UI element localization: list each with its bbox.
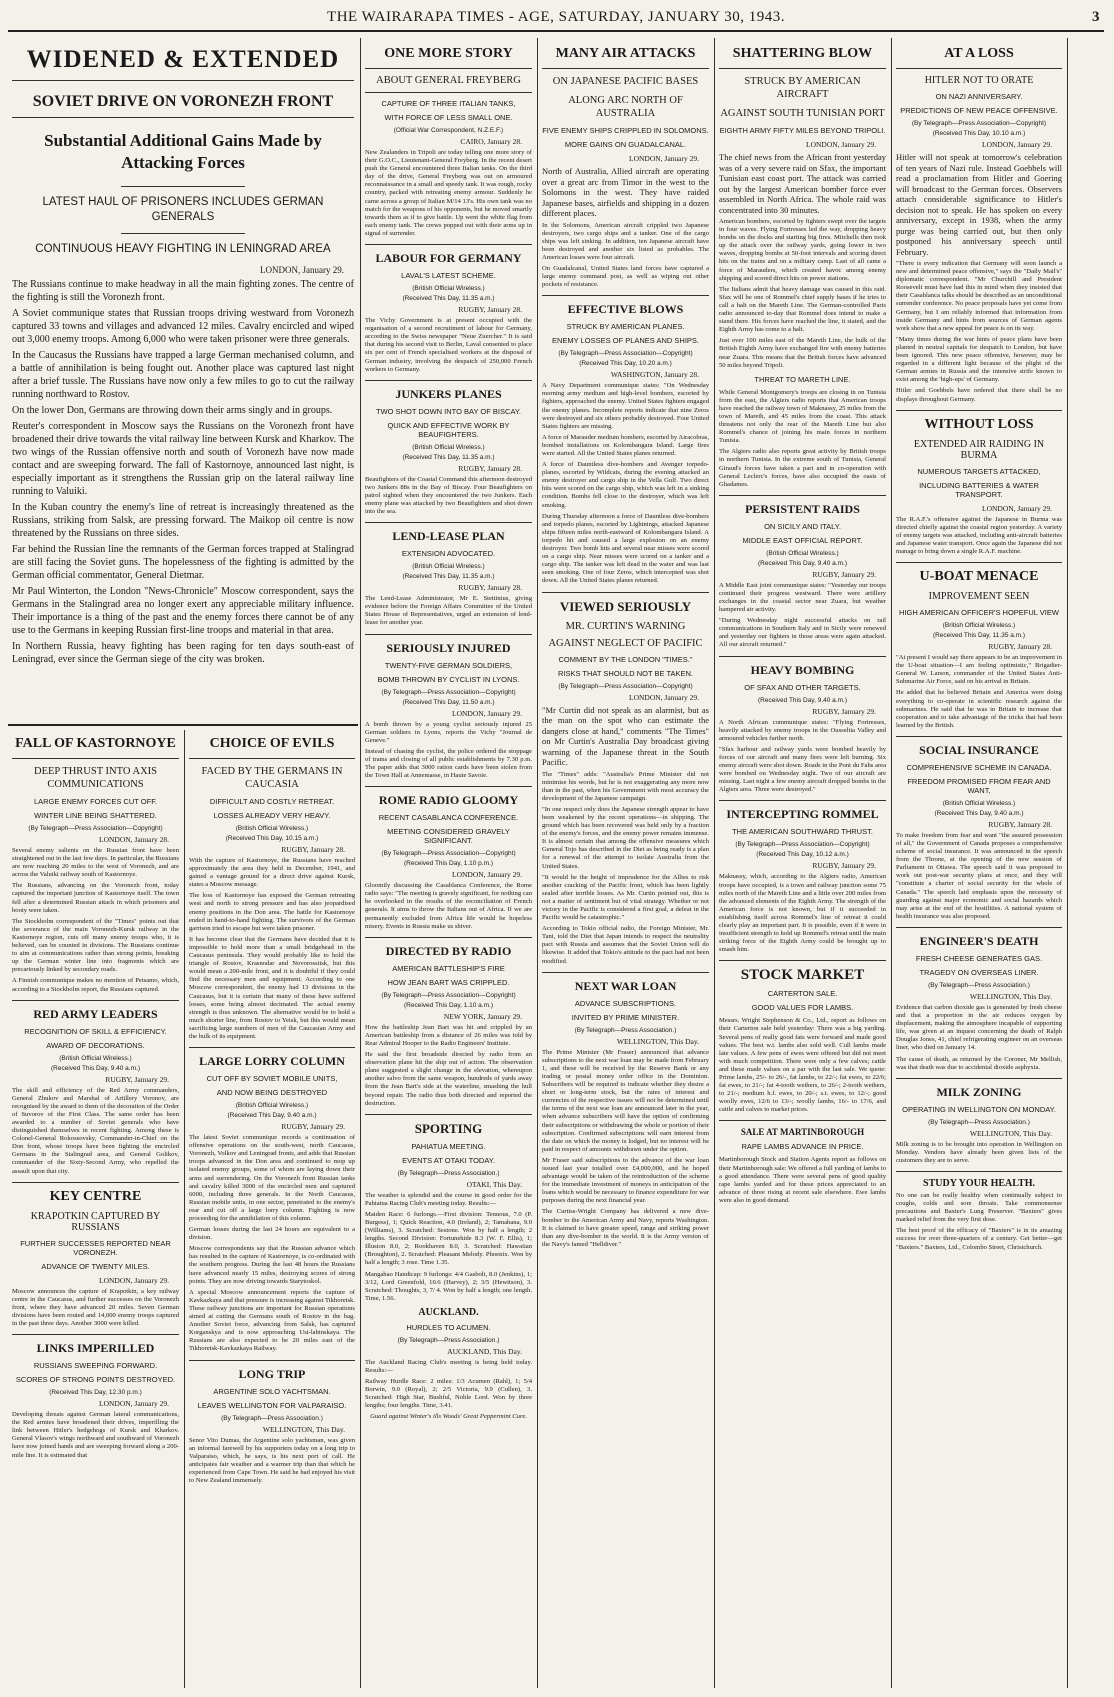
- story-deck-1: CAPTURE OF THREE ITALIAN TANKS,: [381, 99, 516, 108]
- martinborough-deck-1: RAPE LAMBS ADVANCE IN PRICE.: [741, 1142, 864, 1152]
- shattering-para-4: Just over 100 miles east of the Mareth Line, the bulk of the British Eighth Army have exchanged fire with enemy batteries near Zuara. This means that the British forces have advanced 50 miles beyond Tripoli.: [719, 337, 886, 369]
- war-loan-deck-1: ADVANCE SUBSCRIPTIONS.: [574, 998, 677, 1008]
- kastornoye-headline: FALL OF KASTORNOYE: [15, 736, 176, 751]
- engineer-deck-2: TRAGEDY ON OVERSEAS LINER.: [919, 967, 1039, 977]
- sporting-headline: SPORTING: [414, 1120, 483, 1136]
- choice-deck-1: DIFFICULT AND COSTLY RETREAT.: [209, 797, 335, 806]
- martinborough-headline: SALE AT MARTINBOROUGH: [740, 1127, 865, 1138]
- story-para-1: New Zealanders in Tripoli are today telling one more story of their G.O.C., Lieutenant-General Freyberg. In the recent desert push the General encountered three Italian tanks. On the third day of the drive, General Freyberg was out on armoured reconnaissance in a small and speedy tank. It was rough, rocky country, packed with retreating enemy armour. Suddenly he came across a group of Italian M/14 13's. His own tank was no match for the weapons of his opponents, but he moved smartly towards them as if to give battle. Up went the white flag from each enemy tank. The crews popped out with their arms up in signal of surrender.: [365, 149, 532, 237]
- story-credit: (Official War Correspondent, N.Z.E.F.): [393, 127, 504, 134]
- kastornoye-deck-1: LARGE ENEMY FORCES CUT OFF.: [33, 797, 158, 806]
- red-army-deck-2: AWARD OF DECORATIONS.: [46, 1040, 145, 1050]
- kastornoye-para-2: The Russians, advancing on the Voronezh front, today captured the important junction of Kastornoye itself. The town fell after a determined Russian attack in which prisoners and booty were taken.: [12, 882, 179, 914]
- air-attacks-dateline: LONDON, January 29.: [629, 154, 699, 163]
- rome-radio-credit: (By Telegraph—Press Association—Copyright): [381, 850, 516, 858]
- persistent-credit: (British Official Wireless.): [766, 549, 839, 557]
- choice-subhead: FACED BY THE GERMANS IN CAUCASIA: [201, 766, 343, 790]
- lead-para-8: Mr Paul Winterton, the London "News-Chronicle" Moscow correspondent, says the Germans in the Stalingrad area no longer exert any appreciable military influence. Their importance is a thing of the past and the enemy forces there cannot be of any use to the Germans in keeping Russian first-line troops and material in that area.: [12, 586, 354, 636]
- lend-lease-deck-1: EXTENSION ADVOCATED.: [401, 549, 496, 559]
- choice-received: (Received This Day, 10.15 a.m.): [225, 835, 319, 842]
- viewed-subhead-1: MR. CURTIN'S WARNING: [565, 620, 686, 632]
- choice-headline: CHOICE OF EVILS: [209, 736, 335, 751]
- air-attacks-para-3: On Guadalcanal, United States land forces have captured a large enemy command post, as well as wiping out other pockets of resistance.: [542, 264, 709, 289]
- junkers-para-1: Beaufighters of the Coastal Command this afternoon destroyed two Junkers 88s in the Bay of Biscay. Four Beaufighters on patrol sighted when they encountered the two Junkers. Each enemy plane was attacked by two Beaufighters and shot down into the sea.: [365, 475, 532, 516]
- radio-headline: DIRECTED BY RADIO: [385, 943, 512, 958]
- long-trip-credit: (By Telegraph—Press Association.): [221, 1414, 323, 1422]
- stock-market-deck-2: GOOD VALUES FOR LAMBS.: [751, 1003, 854, 1013]
- lend-lease-received: (Received This Day, 11.35 a.m.): [402, 573, 495, 581]
- links-dateline: LONDON, January 29.: [99, 1399, 169, 1409]
- lead-deck: Substantial Additional Gains Made by Attacking Forces: [44, 131, 322, 172]
- lorry-para-1: The latest Soviet communique records a continuation of offensive operations on the south-west, north Caucasus, Voronezh, Volkov and Leningrad fronts, and adds that Russian troops advanced in the Don area and continued to mop up isolated enemy groups, some of whom are laying down their arms and surrendering. On the Voronezh front Russian tanks and cavalry killed 3000 of the encircled men and captured 6000, including three generals. In the North Caucasus, Russian mobile units, in one sector, penetrated to the enemy's rear and cut off a large lorry column. Fighting is now proceeding for the annihilation of this column.: [189, 1134, 355, 1222]
- air-attacks-para-1: North of Australia, Allied aircraft are operating over a great arc from Timor in the west to the Solomons in the west. They have raided Japanese bases, airfields and shipping in a dozen different places.: [542, 166, 709, 218]
- red-army-received: (Received This Day, 9.40 a.m.): [51, 1064, 140, 1072]
- shattering-para-5: While General Montgomery's troops are closing in on Tunisia from the east, the Algiers radio reports that American troops have reached the railway town of Maknassy, 25 miles from the town of Mareth, and 45 miles from the coast. This attack threatens not only the rear of the Mareth Line but also Rommel's chance of joining his main forces in northern Tunisia.: [719, 388, 886, 445]
- rommel-para-1: Maknassy, which, according to the Algiers radio, American troops have occupied, is a town and railway junction some 75 miles north of the Mareth Line and a little over 200 miles from the advanced elements of the Eighth Army. The strength of the American force is not known, but if it succeeded in establishing itself across Rommel's line of retreat it could clearly play an important part. It is possible, even if it were in insufficient strength to hold up Rommel's retreat until the main striking force of the Eighth Army could be brought up to smash him.: [719, 873, 886, 954]
- lead-para-2: A Soviet communique states that Russian troops driving westward from Voronezh captured 33 towns and villages and advanced 12 miles. Cavalry encircled and wiped out 3,000 enemy troops. Among 6,000 who were taken prisoner were three generals.: [12, 308, 354, 345]
- persistent-dateline: RUGBY, January 29.: [812, 569, 876, 579]
- u-boat-dateline: RUGBY, January 28.: [988, 642, 1052, 652]
- war-loan-credit: (By Telegraph—Press Association.): [574, 1026, 677, 1034]
- auckland-para-1: The Auckland Racing Club's meeting is being held today. Results:—: [365, 1358, 532, 1374]
- column-3: [361, 38, 536, 1688]
- milk-zoning-credit: (By Telegraph—Press Association.): [928, 1118, 1030, 1126]
- column-7: [1068, 38, 1076, 1688]
- air-attacks-headline: MANY AIR ATTACKS: [555, 46, 696, 61]
- junkers-deck-1: TWO SHOT DOWN INTO BAY OF BISCAY.: [375, 406, 522, 416]
- shattering-crosshead: THREAT TO MARETH LINE.: [754, 374, 851, 384]
- lead-article: [8, 38, 358, 720]
- without-loss-headline: WITHOUT LOSS: [924, 416, 1034, 432]
- auckland-deck-1: HURDLES TO ACUMEN.: [406, 1322, 491, 1332]
- kastornoye-para-1: Several enemy salients on the Russian front have been straightened out in the last few days. In particular, the Russians are now reaching 20 miles to the west of Voronezh, and are across the Valuiki railway south of Kastornoye.: [12, 847, 179, 879]
- column-4: [538, 38, 713, 1688]
- shattering-subhead-2: AGAINST SOUTH TUNISIAN PORT: [720, 108, 885, 119]
- effective-credit: (By Telegraph—Press Association—Copyright): [558, 350, 693, 358]
- masthead-title: THE WAIRARAPA TIMES - AGE, SATURDAY, JANUARY 30, 1943.: [327, 9, 785, 25]
- labour-credit: (British Official Wireless.): [412, 285, 485, 293]
- at-a-loss-para-4: Hitler and Goebbels have ordered that there shall be no displays throughout Germany.: [896, 387, 1062, 403]
- sporting-para-1: The weather is splendid and the course in good order for the Pahiatua Racing Club's meeting today. Results:—: [365, 1191, 532, 1207]
- lorry-dateline: RUGBY, January 29.: [281, 1122, 345, 1132]
- heavy-bombing-dateline: RUGBY, January 29.: [812, 706, 876, 716]
- choice-credit: (British Official Wireless.): [235, 825, 309, 832]
- page-number: 3: [1092, 9, 1100, 25]
- persistent-deck-2: MIDDLE EAST OFFICIAL REPORT.: [742, 535, 863, 545]
- lorry-para-2: German losses during the last 24 hours are equivalent to a division.: [189, 1226, 355, 1242]
- effective-headline: EFFECTIVE BLOWS: [567, 302, 684, 317]
- lend-lease-headline: LEND-LEASE PLAN: [392, 529, 505, 544]
- without-loss-dateline: LONDON, January 29.: [982, 503, 1052, 513]
- junkers-received: (Received This Day, 11.35 a.m.): [402, 453, 495, 461]
- effective-para-1: A Navy Department communique states: "On Wednesday morning army medium and high-level bombers, escorted by fighters, approached the enemy. United States fighters engaged the enemy planes. Incomplete reports indicate that nine Zeros were destroyed and six others probably destroyed. Four United States fighters are missing.: [542, 382, 709, 430]
- links-received: (Received This Day, 12.30 p.m.): [49, 1389, 142, 1397]
- key-centre-subhead: KRAPOTKIN CAPTURED BY RUSSIANS: [30, 1210, 161, 1233]
- social-insurance-dateline: RUGBY, January 28.: [988, 819, 1052, 829]
- at-a-loss-para-3: "Many times during the war hints of peace plans have been planted in neutral capitals for despatch to London, but have been ignored. This new peace offensive, however, may be regarded in a different light because of the plight of the German armies in Russia and the intensive strife known to exist among the 'high-ups' of Germany.: [896, 335, 1062, 384]
- milk-zoning-para-1: Milk zoning is to be brought into operation in Wellington on Monday. Vendors have already been given lists of the customers they are to serve.: [896, 1140, 1062, 1164]
- u-boat-headline: U-BOAT MENACE: [919, 569, 1039, 585]
- social-insurance-deck-1: COMPREHENSIVE SCHEME IN CANADA.: [906, 762, 1052, 772]
- lead-para-6: In the Kuban country the enemy's line of retreat is increasingly threatened as the Russians, striking from Salsk, are pressing forward. The Maikop oil centre is now threatened by the Russians on three sides.: [12, 502, 354, 539]
- long-trip-deck-2: LEAVES WELLINGTON FOR VALPARAISO.: [197, 1400, 347, 1410]
- lend-lease-para-1: The Lend-Lease Administrator, Mr E. Stettinius, giving evidence before the Foreign Affairs Committee of the United States House of Representatives, urged an extension of lend-lease for another year.: [365, 595, 532, 627]
- engineer-para-1: Evidence that carbon dioxide gas is generated by fresh cheese and that a proportion in the air reduces oxygen by displacement, making the atmosphere incapable of supporting life, was given at an inquest concerning the death of Ralph Douglas Jones, 41, chief refrigerating engineer on an overseas liner, who died on January 14.: [896, 1003, 1062, 1052]
- persistent-para-1: A Middle East joint communique states: "Yesterday our troops continued their progress westward. There were artillery exchanges in the coastal sector near Zuara, but weather hampered air activity.: [719, 581, 886, 614]
- milk-zoning-headline: MILK ZONING: [936, 1084, 1022, 1099]
- air-attacks-subhead-1: ON JAPANESE PACIFIC BASES: [552, 76, 699, 87]
- links-headline: LINKS IMPERILLED: [36, 1341, 155, 1356]
- rome-radio-para-1: Gloomily discussing the Casablanca Conference, the Rome radio says: "The meeting is gravely significant, for nothing can be overlooked in the results of the reconciliation of French generals. It aims to throw the Italians out of Africa. If we are permanently excluded from Africa life would be hopeless misery. Events in Russia make us shiver.: [365, 882, 532, 930]
- social-insurance-para-1: To make freedom from fear and want "the assured possession of all," the Government of Canada proposes a comprehensive scheme of social insurance. It was announced in the speech from the Throne, at the opening of the new session of Parliament in Ottawa. The speech said it was proposed to work out post-war security plans at once, and they will "constitute a charter of social security for the whole of Canada." The speech laid emphasis upon the necessity of guarding against major economic and social hazards which may arise at the end of the hostilities. A national system of health insurance was also proposed.: [896, 831, 1062, 920]
- viewed-dateline: LONDON, January 29.: [629, 692, 699, 702]
- viewed-para-5: According to Tokio official radio, the Foreign Minister, Mr. Tani, told the Diet that Japan intends to respect the neutrality pact with Russia and assumes that the Soviet Union will do likewise. It added that Tokio's attitude to the pact had not been modified.: [542, 925, 709, 965]
- social-insurance-headline: SOCIAL INSURANCE: [919, 742, 1039, 757]
- junkers-headline: JUNKERS PLANES: [395, 386, 502, 401]
- at-a-loss-deck-1: ON NAZI ANNIVERSARY.: [935, 92, 1023, 101]
- sporting-para-2: Maiden Race: 6 furlongs.—First division: Tenuous, 7.0 (P. Burgess), 1; Quick Reaction, 4.0 (Ireland), 2; Tamahana, 9.0 (Williams), 3. Scratched: Sestone. Won by half a length; 2 lengths. Second Division: Fortunehide 8.3 (W. F. Ellis), 1; Illusion 8.0, 2; Rookhaven 8.0, 3. Scratched: Hawaiian (Broughton), 2. Scratched: Pleasant Melody. Phoenix. Won by half a length; 3 rose. Time 1.35.: [365, 1210, 532, 1267]
- seriously-deck-1: TWENTY-FIVE GERMAN SOLDIERS,: [384, 660, 513, 670]
- kastornoye-dateline: LONDON, January 28.: [99, 835, 169, 844]
- air-attacks-deck-2: MORE GAINS ON GUADALCANAL.: [564, 140, 687, 149]
- war-loan-dateline: WELLINGTON, This Day.: [616, 1036, 699, 1046]
- peppermint-ad: Guard against Winter's ills Woods' Great Peppermint Cure.: [370, 1413, 527, 1421]
- u-boat-subhead: IMPROVEMENT SEEN: [928, 591, 1030, 603]
- lorry-received: (Received This Day, 9.40 a.m.): [227, 1112, 317, 1120]
- column-2-lower: [185, 730, 359, 1688]
- war-loan-headline: NEXT WAR LOAN: [574, 978, 677, 993]
- radio-deck-2: HOW JEAN BART WAS CRIPPLED.: [387, 977, 510, 987]
- without-loss-subhead: EXTENDED AIR RAIDING IN BURMA: [913, 438, 1045, 461]
- without-loss-para-1: The R.A.F.'s offensive against the Japanese in Burma was directed chiefly against the coastal region yesterday. A variety of enemy targets was attacked, including anti-aircraft batteries and Japanese water transport. Once again the Japanese did not manage to bring down a single R.A.F. machine.: [896, 515, 1062, 555]
- viewed-credit: (By Telegraph—Press Association—Copyright): [558, 682, 693, 690]
- stock-market-deck-1: CARTERTON SALE.: [767, 989, 838, 999]
- story-headline: ONE MORE STORY: [384, 46, 513, 61]
- long-trip-para-1: Senor Vito Dumas, the Argentine solo yachtsman, was given an informal farewell by his supporters today on a long trip to Valparaiso, which, he says, is his next port of call. He anticipates fair weather and a warmer trip than that which he experienced from Cape Town. He said he had enjoyed his visit to New Zealand immensely.: [189, 1436, 355, 1484]
- persistent-headline: PERSISTENT RAIDS: [745, 501, 860, 516]
- war-loan-para-2: Mr Fraser said subscriptions to the advance of the war loan issued last year totalled over £4,000,000, and he hoped advantage would be taken of the reintroduction of the scheme for the immediate investment of moneys in anticipation of the loans which would be necessary to finance expenditure for war purposes during the next financial year.: [542, 1156, 709, 1205]
- air-attacks-subhead-2: ALONG ARC NORTH OF AUSTRALIA: [568, 95, 683, 119]
- column-6-content: [892, 38, 1066, 1688]
- lorry-para-3: Moscow correspondents say that the Russian advance which has resulted in the capture of Kastornoye, is co-ordinated with the southern progress. During the last 48 hours the Russians have advanced nearly 15 miles, destroying scores of strong points. They are now driving towards Starytoskol.: [189, 1245, 355, 1285]
- lead-para-5: Reuter's correspondent in Moscow says the Russians on the Voronezh front have broadened their drive towards the vital railway line between Kursk and Kharkov. The two wings of the Russian offensive north and south of Voronezh have now made contact and are sweeping forward. The fall of Kastornoye, announced last night, is especially important as it strengthens the Russian grip on the lateral railway line running to Valuiki.: [12, 421, 354, 497]
- viewed-deck-1: COMMENT BY THE LONDON "TIMES.": [558, 654, 693, 664]
- shattering-headline: SHATTERING BLOW: [732, 46, 873, 61]
- air-attacks-deck-1: FIVE ENEMY SHIPS CRIPPLED IN SOLOMONS.: [542, 126, 709, 135]
- stock-market-headline: STOCK MARKET: [740, 967, 865, 984]
- key-centre-deck-1: FURTHER SUCCESSES REPORTED NEAR VORONEZH.: [20, 1238, 171, 1257]
- rommel-headline: INTERCEPTING ROMMEL: [726, 807, 879, 822]
- story-deck-2: WITH FORCE OF LESS SMALL ONE.: [384, 113, 513, 122]
- at-a-loss-dateline: LONDON, January 29.: [982, 140, 1052, 149]
- u-boat-para-1: "At present I would say there appears to be an improvement in the U-boat situation—I am feeling optimistic," Brigadier-General W. Larson, commander of the United States Anti-Submarine Air Force, said on his arrival in Britain.: [896, 654, 1062, 686]
- column-5: [715, 38, 890, 1688]
- choice-dateline: RUGBY, January 28.: [281, 845, 345, 854]
- column-1-lower: [8, 730, 183, 1688]
- war-loan-deck-2: INVITED BY PRIME MINISTER.: [571, 1012, 680, 1022]
- labour-dateline: RUGBY, January 28.: [458, 305, 522, 315]
- effective-received: (Received This Day, 10.20 a.m.): [579, 360, 672, 368]
- radio-dateline: NEW YORK, January 29.: [443, 1011, 522, 1021]
- seriously-received: (Received This Day, 11.50 a.m.): [402, 698, 495, 706]
- heavy-bombing-para-1: A North African communique states: "Flying Fortresses, heavily attacked by enemy troops in the Ousseltia Valley and armoured vehicles further north.: [719, 718, 886, 742]
- junkers-credit: (British Official Wireless.): [412, 443, 485, 451]
- key-centre-headline: KEY CENTRE: [49, 1188, 142, 1204]
- lead-sub-1: LATEST HAUL OF PRISONERS INCLUDES GERMAN GENERALS: [42, 196, 324, 223]
- viewed-deck-2: RISKS THAT SHOULD NOT BE TAKEN.: [557, 668, 694, 678]
- social-insurance-deck-2: FREEDOM PROMISED FROM FEAR AND WANT,: [907, 776, 1051, 795]
- effective-dateline: WASHINGTON, January 28.: [610, 370, 699, 380]
- lead-subheadline: SOVIET DRIVE ON VORONEZH FRONT: [32, 93, 334, 110]
- milk-zoning-deck-1: OPERATING IN WELLINGTON ON MONDAY.: [902, 1104, 1056, 1114]
- red-army-headline: RED ARMY LEADERS: [33, 1006, 158, 1021]
- heavy-bombing-received: (Received This Day, 9.40 a.m.): [758, 696, 847, 704]
- auckland-credit: (By Telegraph—Press Association.): [397, 1336, 500, 1344]
- kastornoye-subhead: DEEP THRUST INTO AXIS COMMUNICATIONS: [33, 766, 157, 790]
- u-boat-credit: (British Official Wireless.): [942, 622, 1016, 630]
- heavy-bombing-para-2: "Sfax harbour and railway yards were bombed heavily by forces of our aircraft and many fires were left burning. Six enemy aircraft were shot down. Roads in the Pont du Fahs area were bombed on Wednesday night. Two of our aircraft are missing. Last night a few enemy aircraft dropped bombs in the Algiers area. Three were destroyed.": [719, 745, 886, 794]
- at-a-loss-para-2: "There is every indication that Germany will soon launch a new and determined peace offensive," says the "Daily Mail's" diplomatic correspondent. "Mr Churchill and President Roosevelt must have had this in mind when they insisted that their Casablanca talks should be described as an unconditional surrender conference. No peace proposals have yet come from Germany, but I am reliably informed that information from inside Germany and hints from sources of German agents work show that a new appeal for peace is on its way.: [896, 260, 1062, 332]
- newspaper-page: [8, 4, 1104, 1692]
- effective-para-3: A force of Dauntless dive-bombers and Avenger torpedo-planes, escorted by Wildcats, during the evening attacked an enemy destroyer and cargo ship in the Vella Gulf. Two direct hits were scored on the cargo ship, which was left in a sinking condition. Bombs fell close to the destroyer, which was left smoking.: [542, 461, 709, 509]
- red-army-dateline: RUGBY, January 29.: [105, 1074, 169, 1084]
- at-a-loss-received: (Received This Day, 10.10 a.m.): [932, 130, 1026, 137]
- social-insurance-credit: (British Official Wireless.): [942, 799, 1016, 807]
- lead-para-4: On the lower Don, Germans are throwing down their arms singly and in groups.: [12, 405, 333, 416]
- seriously-headline: SERIOUSLY INJURED: [386, 640, 511, 655]
- viewed-para-1: "Mr Curtin did not speak as an alarmist, but as the man on the spot who can estimate the dangers close at hand," comments "The Times" on Mr Curtin's Australia Day broadcast giving warning of the Japanese threat in the South Pacific.: [542, 704, 709, 767]
- radio-para-2: He said the first broadside directed by radio from an observation plane hit the ship out of action. The observation plane suggested a slight change in the elevation, whereupon another salvo from the same weapon, hundreds of yards away from the Jean Bart's side at the waterline, smashing the hull beyond repair. The radio thus both directed and reported the destruction.: [365, 1051, 532, 1107]
- seriously-credit: (By Telegraph—Press Association—Copyright): [381, 688, 516, 696]
- at-a-loss-subhead: HITLER NOT TO ORATE: [924, 75, 1034, 86]
- viewed-subhead-2: AGAINST NEGLECT OF PACIFIC: [548, 637, 703, 649]
- lorry-credit: (British Official Wireless.): [235, 1102, 309, 1110]
- shattering-para-2: American bombers, escorted by fighters swept over the targets in four waves. Flying Fortresses led the way, dropping heavy bombs on the docks and starting big fires. Mitchells then took up the attack over the railway yards, going lower in two waves, dropping bombs at 50-foot intervals and scoring direct hits on the trains and on a military camp. Last of all came a force of Marauders, which created havoc among enemy shipping and scored direct hits on power stations.: [719, 218, 886, 282]
- long-trip-dateline: WELLINGTON, This Day.: [262, 1424, 345, 1434]
- heavy-bombing-deck-1: OF SFAX AND OTHER TARGETS.: [744, 682, 861, 692]
- shattering-para-6: The Algiers radio also reports great activity by British troops in northern Tunisia. In the extreme south of Tunisia, General Giraud's forces have taken a part and in co-operation with General Leclerc's forces, have also occupied the oasis of Ghadames.: [719, 448, 886, 488]
- lead-para-1: The Russians continue to make headway in all the main fighting zones. The centre of the fighting is still the Voronezh front.: [12, 279, 354, 303]
- seriously-para-2: Instead of chasing the cyclist, the police ordered the stoppage of trams and closing of all public establishments by 7.30 p.m. The paper adds that 3000 ration cards have been stolen from the Town Hall at Annemasse, in Haute Savoie.: [365, 747, 532, 780]
- kastornoye-para-4: A Finnish communique makes no mention of Petsamo, which, according to a Stockholm report, the Russians captured.: [12, 977, 179, 993]
- lead-dateline: LONDON, January 29.: [260, 265, 344, 275]
- red-army-para-1: The skill and efficiency of the Red Army commanders, General Zhukov and Marshal of Artillery Voronov, are recognised by the award to them of the decoration of the Order of Suvorov of the First Class. The same order has been awarded to a number of Soviet generals who have distinguished themselves in recent fighting. Among these is Colonel-General Rokossovsky, Commander-in-Chief on the Don front, whose troops have been fighting the encircled Germans in the Stalingrad area, and General Golikov, commander of the Sixty-Second Army, who repelled the assault upon that city.: [12, 1086, 179, 1175]
- effective-para-2: A force of Marauder medium bombers, escorted by Airacobras, bombed installations on Kolombangara Island. Large fires were started. All the United States planes returned.: [542, 433, 709, 457]
- lead-para-9: In Northern Russia, heavy fighting has been raging for ten days south-east of Leningrad, ever since the German siege of the city was broken.: [12, 641, 354, 665]
- story-dateline: CAIRO, January 28.: [460, 137, 522, 146]
- without-loss-deck-1: NUMEROUS TARGETS ATTACKED,: [917, 466, 1041, 476]
- rome-radio-headline: ROME RADIO GLOOMY: [378, 793, 519, 808]
- u-boat-received: (Received This Day, 11.35 a.m.): [932, 632, 1026, 640]
- shattering-deck-1: EIGHTH ARMY FIFTY MILES BEYOND TRIPOLI.: [719, 126, 886, 135]
- study-health-para-2: The best proof of the efficacy of "Baxters" is in its amazing success for over three-quarters of a century. Get better—get "Baxters." Baxters, Ltd., Colombo Street, Christchurch.: [896, 1227, 1062, 1251]
- at-a-loss-para-1: Hitler will not speak at tomorrow's celebration of ten years of Nazi rule. Instead Goebbels will read a proclamation from Hitler and Goering will broadcast to the German forces. Observers attach considerable significance to Hitler's decision not to speak. He has spoken on every anniversary, except in 1938, when the army purge was being carried out, but then only postponed his anniversary speech until February.: [896, 152, 1062, 257]
- engineer-credit: (By Telegraph—Press Association.): [928, 981, 1030, 989]
- sporting-dateline: OTAKI, This Day.: [466, 1179, 522, 1189]
- viewed-para-2: The "Times" adds: "Australia's Prime Minister did not minimise his words, but he is not exaggerating any more now than in the past, when his Government with most accuracy the development of the Japanese campaign.: [542, 770, 709, 802]
- seriously-dateline: LONDON, January 29.: [452, 708, 522, 718]
- rome-radio-deck-1: RECENT CASABLANCA CONFERENCE.: [378, 813, 519, 823]
- viewed-headline: VIEWED SERIOUSLY: [559, 598, 692, 614]
- at-a-loss-credit: (By Telegraph—Press Association—Copyright): [911, 120, 1047, 127]
- links-para-1: Developing threats against German lateral communications, the Red armies have broadened their drives, imperilling the link between Hitler's hedgehogs of Kursk and Kharkov. General Vlasov's wings northward and southward of Voronezh have now joined hands and are sweeping forward along a 200-mile line. It is estimated that: [12, 1411, 179, 1459]
- kastornoye-credit: (By Telegraph—Press Association—Copyright): [28, 825, 163, 832]
- auckland-para-2: Railway Hurdle Race: 2 miles: 1/3 Acumen (Rahl), 1; 5/4 Borwin, 9.0 (Royal), 2; 2/5 Victoria, 9.9 (Cullen), 3. Scratched: High Star, Bushful, Noble Lord. Won by three lengths; four lengths. Time, 3.41.: [365, 1378, 532, 1410]
- study-health-para-1: No one can be really healthy when continually subject to coughs, colds and sore throats. Take commonsense precautions and Baxter's Lung Preserver. "Baxters" gives marked relief from the very first dose.: [896, 1191, 1062, 1224]
- key-centre-dateline: LONDON, January 29.: [99, 1275, 169, 1285]
- seriously-deck-2: BOMB THROWN BY CYCLIST IN LYONS.: [377, 674, 520, 684]
- long-trip-headline: LONG TRIP: [238, 1366, 306, 1381]
- engineer-dateline: WELLINGTON, This Day.: [969, 991, 1052, 1001]
- lead-sub-2: CONTINUOUS HEAVY FIGHTING IN LENINGRAD AREA: [35, 243, 331, 255]
- story-subhead: ABOUT GENERAL FREYBERG: [376, 75, 521, 86]
- rome-radio-deck-2: MEETING CONSIDERED GRAVELY SIGNIFICANT.: [387, 827, 510, 846]
- rommel-dateline: RUGBY, January 29.: [812, 861, 876, 871]
- lorry-headline: LARGE LORRY COLUMN: [199, 1054, 345, 1069]
- social-insurance-received: (Received This Day, 9.40 a.m.): [934, 809, 1024, 817]
- effective-deck-1: STRUCK BY AMERICAN PLANES.: [566, 322, 685, 332]
- without-loss-deck-2: INCLUDING BATTERIES & WATER TRANSPORT.: [919, 480, 1039, 499]
- viewed-para-4: "It would be the height of imprudence for the Allies to risk another cracking of the Pacific front, which has been lightly sealed after terrible losses. As Mr. Curtin pointed out, this is not a matter of sentiment but of vital strategy. Whether or not victory in the Pacific is considered a first goal, a defeat in the Pacific would be catastrophic.": [542, 873, 709, 922]
- rommel-deck-1: THE AMERICAN SOUTHWARD THRUST.: [732, 827, 873, 837]
- war-loan-para-3: The Curtiss-Wright Company has delivered a new dive-bomber to the American Army and Navy, reports Washington. It is claimed to have greater speed, range and striking power than any dive-bomber in the world. It is the Army version of the Navy's famed "Helldiver.": [542, 1208, 709, 1248]
- u-boat-deck-1: HIGH AMERICAN OFFICER'S HOPEFUL VIEW: [899, 608, 1059, 618]
- effective-deck-2: ENEMY LOSSES OF PLANES AND SHIPS.: [552, 336, 699, 346]
- lend-lease-dateline: RUGBY, January 28.: [458, 583, 522, 593]
- auckland-dateline: AUCKLAND, This Day.: [447, 1346, 522, 1356]
- key-centre-deck-2: ADVANCE OF TWENTY MILES.: [41, 1261, 150, 1271]
- junkers-deck-2: QUICK AND EFFECTIVE WORK BY BEAUFIGHTERS.: [387, 420, 510, 439]
- kastornoye-deck-2: WINTER LINE BEING SHATTERED.: [34, 811, 157, 820]
- radio-deck-1: AMERICAN BATTLESHIP'S FIRE: [392, 963, 505, 973]
- choice-para-1: With the capture of Kastornoye, the Russians have reached approximately the area they held in December, 1941, and gained a vantage ground for a direct drive against Kursk, states a Moscow message.: [189, 857, 355, 889]
- effective-para-4: During Thursday afternoon a force of Dauntless dive-bombers and torpedo planes, escorted by Lightnings, attacked Japanese ships fifteen miles north-eastward of Kolombangara Island. A torpedo hit and caused a large explosion on an enemy destroyer. Two bomb hits and several near misses were scored on a cargo ship. Near misses were scored on a tanker and a cargo ship. The tanker was left dead in the water and was last seen smoking. One of four Zeros, which intercepted was shot down. All the United States planes returned.: [542, 512, 709, 585]
- shattering-subhead-1: STRUCK BY AMERICAN AIRCRAFT: [744, 76, 861, 100]
- shattering-dateline: LONDON, January 29.: [806, 140, 876, 149]
- key-centre-para-1: Moscow announces the capture of Krapotkin, a key railway centre in the Caucasus, and further successes on the Voronezh front, where they have advanced 20 miles. Seven German divisions have been routed and 14,000 enemy troops captured in the past three days. Another 3000 were killed.: [12, 1287, 179, 1327]
- at-a-loss-headline: AT A LOSS: [944, 46, 1014, 61]
- lead-para-3: In the Caucasus the Russians have trapped a large German mechanised column, and a battle of annihilation is being fought out. Another place was captured last night after a brief tussle. The Russians have now only a few miles to go to cut the railway running northward to Rostov.: [12, 350, 354, 400]
- choice-para-2: The loss of Kastornoye has exposed the German retreating west and north to strong pressure and has also jeopardised enemy positions in the Don area. The battle for Kastornoye ended in hand-to-hand fighting. The survivors of the German garrison tried to escape but were taken prisoner.: [189, 892, 355, 932]
- sporting-credit: (By Telegraph—Press Association.): [397, 1169, 500, 1177]
- engineer-headline: ENGINEER'S DEATH: [919, 933, 1039, 948]
- shattering-para-1: The chief news from the African front yesterday was of a very severe raid on Sfax, the important Tunisian east coast port. The attack was carried out by the largest American bomber force ever assembled in North Africa. The whole raid was concentrated into 30 minutes.: [719, 152, 886, 215]
- persistent-deck-1: ON SICILY AND ITALY.: [764, 521, 841, 531]
- labour-para-1: The Vichy Government is at present occupied with the organisation of a second recruitment of labour for Germany, according to the Swiss newspaper "Neue Zuercher." It is said that during his second visit to Berlin, Laval consented to place six per cent of French specialised workers at the disposal of German industry, involving the despatch of 250,000 French workers to Germany.: [365, 317, 532, 373]
- rommel-credit: (By Telegraph—Press Association—Copyright): [735, 841, 870, 849]
- lorry-para-4: A special Moscow announcement reports the capture of Kavkazkaya and that pressure is increasing against Tikhoretsk. These railway junctions are important for Russian operations aimed at cutting the Germans south of Rostov in the bag. Another Soviet force, advancing from Salsk, has captured Korganskya and is now approaching Ust-labinskaya. The Russians are also expected to be 20 miles east of the Tikhoretsk-Kavkazkaya Railway.: [189, 1288, 355, 1353]
- u-boat-para-2: He added that he believed Britain and America were doing everything to co-operate in scientific research against the submarines. He said that he was in Britain to increase that cooperation and to take advantage of the tricks that had been learned by the British.: [896, 689, 1062, 729]
- labour-headline: LABOUR FOR GERMANY: [375, 251, 522, 266]
- lorry-deck-2: AND NOW BEING DESTROYED: [216, 1088, 328, 1098]
- air-attacks-para-2: In the Solomons, American aircraft crippled two Japanese destroyers, two cargo ships and a tanker. One of the cargo ships was left sinking. In addition, ten Japanese aircraft have been destroyed and another six listed as probables. The American losses were four aircraft.: [542, 221, 709, 261]
- lorry-deck-1: CUT OFF BY SOVIET MOBILE UNITS,: [206, 1074, 338, 1084]
- seriously-para-1: A bomb thrown by a young cyclist seriously injured 25 German soldiers in Lyons, reports the Vichy "Journal de Geneve.": [365, 720, 532, 744]
- stock-market-para-1: Messrs. Wright Stephenson & Co., Ltd., report as follows on their Carterton sale held yesterday: There was a big yarding. Several pens of really good fats were forward and made good values. The best w.t. lambs also sold well. Cull lambs made late values. A few pens of ewes were offered but did not meet with much competition. There were only a few calves; cattle and these made values on a par with the last sale. We quote: Prime lambs, 25/- to 26/-, fat lambs, to 22/-; fat ewes, to 22/6; fat ewes, to 21/-; fat 4-tooth wethers, to 26/-; 2-tooth wethers, to 21/-; medium h.f. ewes, to 20/-; s.t. ewes, to 12/-; good woolly ewes, 12/6 to 13/-; woolly lambs, 16/- to 17/6, and cattle and calves to market prices.: [719, 1017, 886, 1114]
- long-trip-deck-1: ARGENTINE SOLO YACHTSMAN.: [213, 1386, 331, 1396]
- at-a-loss-deck-2: PREDICTIONS OF NEW PEACE OFFENSIVE.: [900, 106, 1058, 115]
- viewed-para-3: "In one respect only does the Japanese strength appear to have been weakened by the recent operations—in shipping. The ground which has been recovered was held only by a fraction of the enemy's forces, and the enemy power remains immense. It is almost certain that among the offensive measures which General Tojo has described in the Diet as being ready is a plan for a renewal of the attempt to isolate Australia from the United States.: [542, 805, 709, 870]
- martinborough-para-1: Martinborough Stock and Station Agents report as follows on their Martinborough sale: We offered a full yarding of lambs to a good attendance. There were several pens of good quality rape lambs yarded and for these prices appreciated to an advance of three rising at recent sale elsewhere. Ewe lambs were also in good demand.: [719, 1156, 886, 1204]
- sporting-deck-1: PAHIATUA MEETING.: [411, 1141, 486, 1151]
- lead-headline: WIDENED & EXTENDED: [26, 46, 340, 73]
- sporting-deck-2: EVENTS AT OTAKI TODAY.: [402, 1155, 495, 1165]
- rome-radio-dateline: LONDON, January 29.: [452, 870, 522, 880]
- lead-para-7: Far behind the Russian line the remnants of the German forces trapped at Stalingrad are still facing the Soviet guns. The hopelessness of the fighting is admitted by the German official commentator, General Dietmar.: [12, 544, 354, 581]
- masthead: [8, 4, 1104, 32]
- junkers-dateline: RUGBY, January 28.: [458, 463, 522, 473]
- shattering-para-3: The Italians admit that heavy damage was caused in this raid. Sfax will be one of Rommel's chief supply bases if he tries to call a halt on the Mareth Line. The German-controlled Paris radio announced to-day that Rommel does intend to make a stand there. His forces have reached the line, it stated, and the Eighth Army has come to a halt.: [719, 285, 886, 334]
- choice-deck-2: LOSSES ALREADY VERY HEAVY.: [213, 811, 331, 820]
- sporting-para-3: Mangahao Handicap: 9 furlongs: 4/4 Gasbolt, 8.0 (Jenkins), 1; 3/12, Lord Greenfold, 10.6 (Harvey), 2; 3/5 (Hewitson), 3. Scratched: Thoughts, 3, 7/ 4. Won by half a length; one length. Time, 1.56.: [365, 1270, 532, 1302]
- labour-received: (Received This Day, 11.35 a.m.): [402, 295, 495, 303]
- lend-lease-credit: (British Official Wireless.): [412, 563, 485, 571]
- persistent-received: (Received This Day, 9.40 a.m.): [758, 559, 847, 567]
- milk-zoning-dateline: WELLINGTON, This Day.: [969, 1128, 1052, 1138]
- engineer-deck-1: FRESH CHEESE GENERATES GAS.: [915, 953, 1043, 963]
- radio-credit: (By Telegraph—Press Association—Copyright): [381, 991, 516, 999]
- engineer-para-2: The cause of death, as returned by the Coroner, Mr Mellish, was that death was due to accidental dioxide asphyxia.: [896, 1055, 1062, 1071]
- rome-radio-received: (Received This Day, 1.10 p.m.): [404, 860, 493, 868]
- persistent-para-2: "During Wednesday night successful attacks on rail communications in Southern Italy and in Sicily were renewed and yesterday our fighters in those areas were again attacked. All our aircraft returned.": [719, 617, 886, 649]
- red-army-deck-1: RECOGNITION OF SKILL & EFFICIENCY.: [24, 1026, 167, 1036]
- red-army-credit: (British Official Wireless.): [59, 1054, 132, 1062]
- auckland-headline: AUCKLAND.: [418, 1306, 479, 1318]
- rommel-received: (Received This Day, 10.12 a.m.): [756, 851, 849, 859]
- kastornoye-para-3: The Stockholm correspondent of the "Times" points out that the severance of the main Voronezh-Kursk railway in the Kastornoye region, cuts off many enemy troops who, it is believed, can be counted in divisions. The Russians continue to aim at communications rather than strong points, breaking up the German winter line into fragments which are precariously linked by secondary roads.: [12, 917, 179, 974]
- radio-para-1: How the battleship Jean Bart was hit and crippled by an American battleship from a distance of 26 miles was told by Rear Admiral Hooper to the Radio Engineers' Institute.: [365, 1023, 532, 1047]
- links-deck-2: SCORES OF STRONG POINTS DESTROYED.: [15, 1375, 176, 1385]
- links-deck-1: RUSSIANS SWEEPING FORWARD.: [33, 1361, 158, 1371]
- radio-received: (Received This Day, 1.10 a.m.): [404, 1001, 493, 1009]
- heavy-bombing-headline: HEAVY BOMBING: [750, 662, 855, 677]
- study-health-headline: STUDY YOUR HEALTH.: [923, 1177, 1035, 1189]
- choice-para-3: It has become clear that the Germans have decided that it is impossible to hold more than a small bridgehead in the Caucasus peninsula. They would probably like to hold the triangle of Rostov, Krasnodar and Novorossiisk, but this would mean a 200-mile front, and it is doubtful if they could find the necessary men and equipment. According to one Moscow correspondent, the enemy had 13 divisions in the Caucasus, but it is certain that many of these have suffered losses, some being almost decimated. The actual enemy strength is thus unknown. The alternative would be to hold a much shorter line, from Rostov to Yeisk, but this would mean sacrificing large numbers of men of the Caucasian Army and the bulk of its equipment.: [189, 935, 355, 1040]
- labour-deck-1: LAVAL'S LATEST SCHEME.: [401, 271, 496, 281]
- war-loan-para-1: The Prime Minister (Mr Fraser) announced that advance subscriptions to the next war loan may be made from February 1, and these will be received by the Reserve Bank or any trading or postal money order office in the Dominion. Subscribers will be required to indicate whether they desire a short or long-term stock, but the rates of interest and currencies of the respective issues will not be determined until the terms of the next war loan are announced later in the year, when advance subscribers will have the option of confirming their subscriptions or withdrawing the whole or portion of their subscription. Confirmed subscriptions will earn interest from the date on which the money is lodged, but no interest will be paid in respect of amounts withdrawn under the option.: [542, 1048, 709, 1153]
